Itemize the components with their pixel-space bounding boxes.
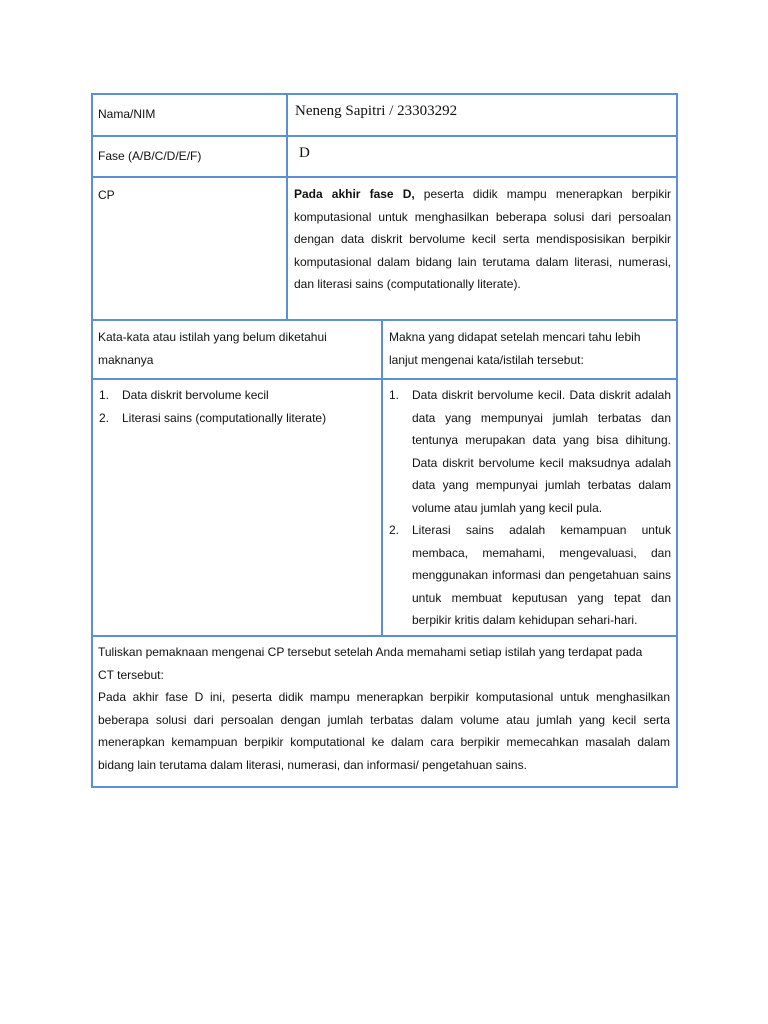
row-cp <box>93 178 676 321</box>
list-item <box>383 519 671 632</box>
cp-body: peserta didik mampu menerapkan berpikir komputasional untuk menghasilkan beberapa solusi dari persoalan dengan data diskrit bervolume kecil serta mendisposisikan berpikir komputasional dalam bidang lain terutama dalam literasi, numerasi, dan literasi sains (computationally literate). <box>294 187 671 291</box>
term-number: 1. <box>99 388 110 402</box>
terms-left-cell <box>93 380 381 635</box>
fase-label: Fase (A/B/C/D/E/F) <box>98 149 202 163</box>
nama-nim-label: Nama/NIM <box>98 107 156 121</box>
list-item <box>93 407 381 430</box>
row-terms-header <box>93 321 676 380</box>
cp-text <box>294 183 671 296</box>
fase-value: D <box>299 145 310 161</box>
row-reflection <box>93 637 676 786</box>
terms-header-left-cell <box>93 321 381 378</box>
meaning-number: 2. <box>389 523 400 537</box>
meaning-number: 1. <box>389 388 400 402</box>
document-table <box>91 93 678 788</box>
meanings-right-cell <box>381 380 676 635</box>
cp-text-cell <box>286 178 676 319</box>
terms-header-right-cell <box>381 321 676 378</box>
cp-label-cell <box>93 178 286 319</box>
terms-header-left: Kata-kata atau istilah yang belum diketahui maknanya <box>98 330 327 367</box>
row-terms <box>93 380 676 637</box>
nama-nim-value-cell <box>286 95 676 135</box>
nama-nim-value: Neneng Sapitri / 23303292 <box>295 103 458 119</box>
reflection-prompt: Tuliskan pemaknaan mengenai CP tersebut setelah Anda memahami setiap istilah yang terdapat pada CT tersebut: <box>98 645 643 682</box>
term-number: 2. <box>99 410 110 425</box>
meanings-list <box>383 384 671 632</box>
term-text: Literasi sains (computationally literate) <box>122 410 327 425</box>
reflection-cell <box>93 637 676 786</box>
row-fase <box>93 137 676 178</box>
list-item <box>93 384 381 407</box>
meaning-text: Literasi sains adalah kemampuan untuk membaca, memahami, mengevaluasi, dan menggunakan informasi dan pengetahuan sains untuk membuat keputusan yang tepat dan berpikir kritis dalam kehidupan sehari-hari. <box>412 523 671 627</box>
list-item <box>383 384 671 519</box>
term-text: Data diskrit bervolume kecil <box>122 388 269 402</box>
terms-header-right: Makna yang didapat setelah mencari tahu lebih lanjut mengenai kata/istilah tersebut: <box>389 330 641 367</box>
terms-list <box>93 384 381 429</box>
cp-bold-intro: Pada akhir fase D, <box>294 187 415 201</box>
reflection-answer: Pada akhir fase D ini, peserta didik mampu menerapkan berpikir komputasional untuk menghasilkan beberapa solusi dari persoalan dengan jumlah terbatas dalam volume atau jumlah yang kecil serta menerapkan kemampuan berpikir komputational ke dalam cara berpikir memecahkan masalah dalam bidang lain terutama dalam literasi, numerasi, dan informasi/ pengetahuan sains. <box>98 690 670 772</box>
fase-value-cell <box>286 137 676 176</box>
meaning-text: Data diskrit bervolume kecil. Data diskrit adalah data yang mempunyai jumlah terbatas dan tentunya merupakan data yang bisa dihitung. Data diskrit bervolume kecil maksudnya adalah data yang mempunyai jumlah terbatas dalam volume atau jumlah yang kecil pula. <box>412 388 671 515</box>
nama-nim-label-cell <box>93 95 286 135</box>
cp-label: CP <box>98 188 115 202</box>
fase-label-cell <box>93 137 286 176</box>
row-nama-nim <box>93 95 676 137</box>
